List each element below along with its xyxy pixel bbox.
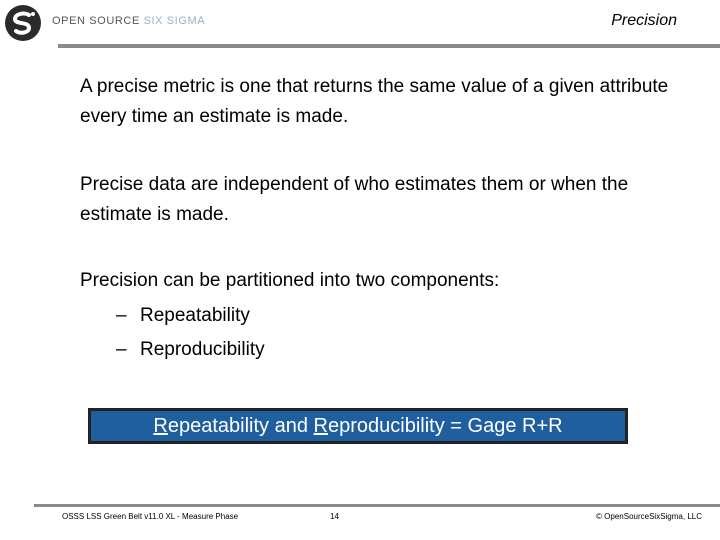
bullet-precise-metric: A precise metric is one that returns the same value of a given attribute every time an estimate is made. bbox=[80, 76, 669, 127]
gage-text-part: epeatability and bbox=[167, 415, 314, 437]
underlined-r: R bbox=[153, 415, 168, 437]
header-divider bbox=[58, 44, 720, 48]
logo-accent-text: SIX SIGMA bbox=[143, 15, 206, 27]
dash-marker: – bbox=[116, 305, 127, 326]
footer-page-number: 14 bbox=[330, 512, 339, 521]
footer-course-label: OSSS LSS Green Belt v11.0 XL - Measure Phase bbox=[62, 512, 239, 521]
slide-title: Precision bbox=[611, 12, 677, 29]
logo-icon bbox=[4, 4, 42, 42]
bullet-precise-data: Precise data are independent of who estimates them or when the estimate is made. bbox=[80, 174, 629, 225]
gage-rr-text bbox=[91, 415, 625, 438]
dash-marker: – bbox=[116, 339, 127, 360]
logo-text: OPEN SOURCE bbox=[52, 15, 140, 27]
gage-rr-callout bbox=[88, 408, 628, 444]
sub-bullet-text: Reproducibility bbox=[140, 339, 265, 360]
underlined-r: R bbox=[313, 415, 328, 437]
sub-bullet-text: Repeatability bbox=[140, 305, 250, 326]
sub-bullet-reproducibility bbox=[116, 337, 265, 363]
sub-bullet-repeatability bbox=[116, 303, 250, 329]
logo-wordmark bbox=[52, 15, 205, 27]
gage-text-part: eproducibility = Gage R+R bbox=[328, 415, 563, 437]
bullet-partitioned: Precision can be partitioned into two components: bbox=[80, 270, 500, 291]
footer-divider bbox=[34, 504, 720, 507]
footer-copyright: © OpenSourceSixSigma, LLC bbox=[596, 512, 702, 521]
